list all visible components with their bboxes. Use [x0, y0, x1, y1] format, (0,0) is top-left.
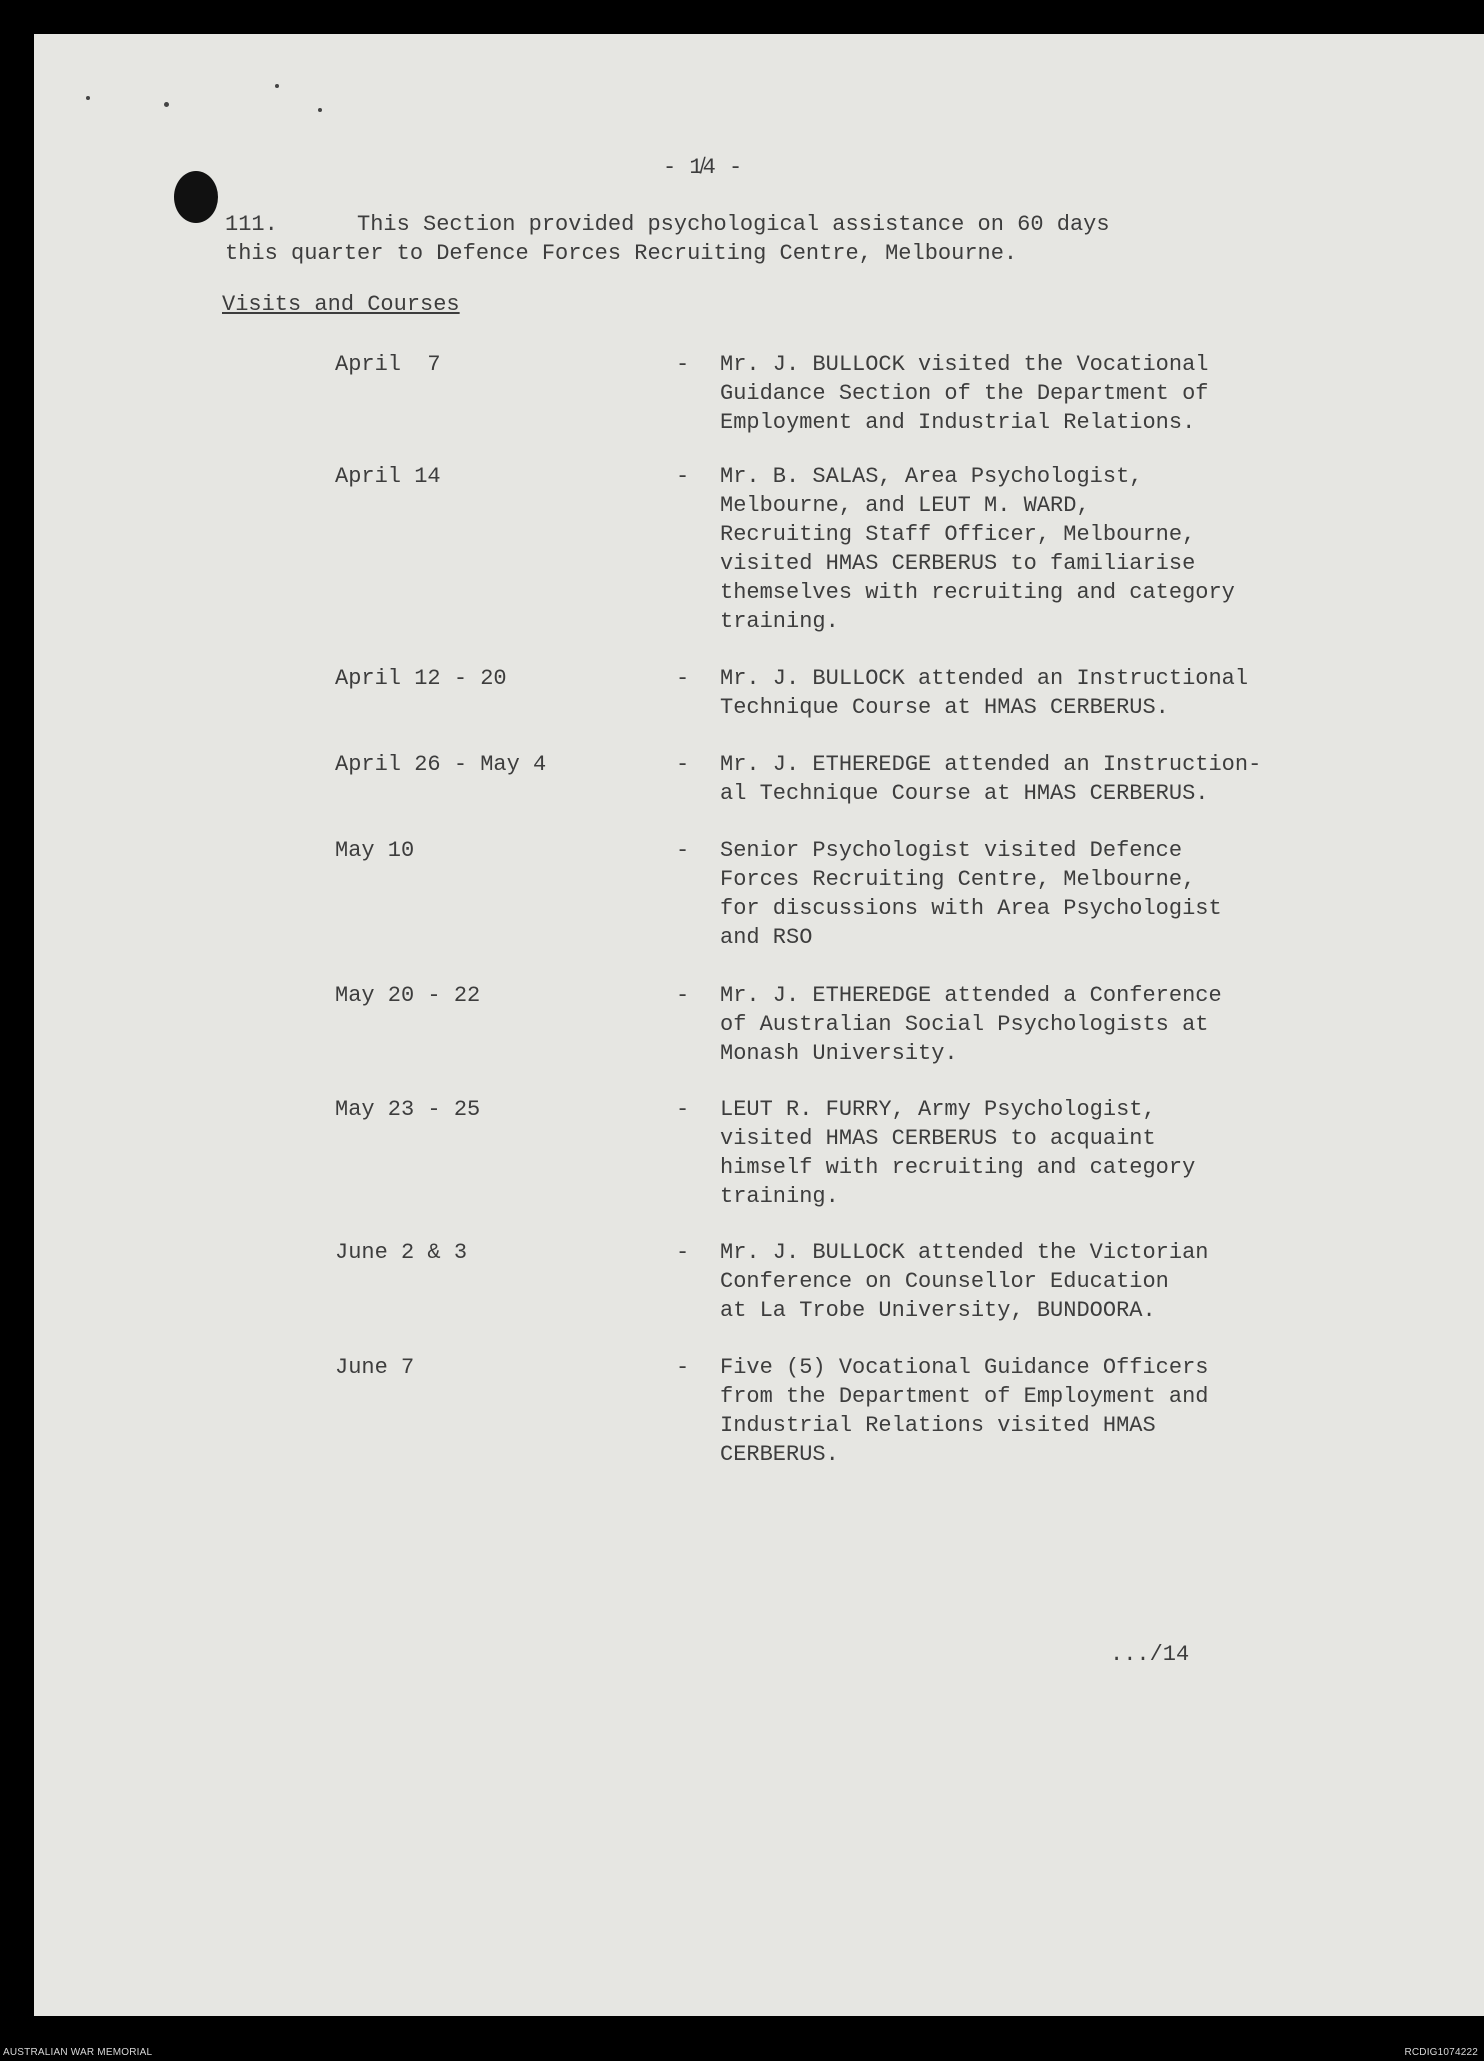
entry-text: LEUT R. FURRY, Army Psychologist, visited HMAS CERBERUS to acquaint himself with recruiting and category training. [720, 1097, 1196, 1209]
entry-dash: - [676, 752, 690, 777]
entry-dash: - [676, 1240, 690, 1265]
entry-date: May 23 - 25 [335, 1097, 481, 1122]
entry-text: Mr. J. ETHEREDGE attended an Instruction- al Technique Course at HMAS CERBERUS. [720, 752, 1262, 806]
speck [164, 102, 169, 107]
entry-dash: - [676, 1355, 690, 1380]
speck [86, 96, 90, 100]
entry-dash: - [676, 464, 690, 489]
footer-id: RCDIG1074222 [1404, 2047, 1478, 2058]
entry-date: April 7 [335, 352, 441, 377]
speck [318, 108, 322, 112]
entry-date: June 2 & 3 [335, 1240, 468, 1265]
intro-paragraph: 111. This Section provided psychological assistance on 60 days this quarter to Defence Forces Recruiting Centre, Melbourne. [225, 212, 1110, 266]
entry-dash: - [676, 352, 690, 377]
entry-date: June 7 [335, 1355, 415, 1380]
entry-date: April 26 - May 4 [335, 752, 547, 777]
entry-text: Mr. J. ETHEREDGE attended a Conference of Australian Social Psychologists at Monash University. [720, 983, 1222, 1066]
entry-date: April 12 - 20 [335, 666, 507, 691]
entry-text: Mr. J. BULLOCK visited the Vocational Guidance Section of the Department of Employment and Industrial Relations. [720, 352, 1209, 435]
entry-text: Mr. J. BULLOCK attended an Instructional Technique Course at HMAS CERBERUS. [720, 666, 1249, 720]
entry-date: May 20 - 22 [335, 983, 481, 1008]
entry-dash: - [676, 666, 690, 691]
punch-hole [174, 171, 218, 223]
entry-date: April 14 [335, 464, 441, 489]
entry-dash: - [676, 1097, 690, 1122]
entry-date: May 10 [335, 838, 415, 863]
entry-dash: - [676, 983, 690, 1008]
entry-text: Five (5) Vocational Guidance Officers from the Department of Employment and Industrial Relations visited HMAS CERBERUS. [720, 1355, 1209, 1467]
footer-source: AUSTRALIAN WAR MEMORIAL [3, 2047, 153, 2058]
section-heading: Visits and Courses [222, 292, 460, 317]
entry-text: Mr. B. SALAS, Area Psychologist, Melbourne, and LEUT M. WARD, Recruiting Staff Officer, Melbourne, visited HMAS CERBERUS to familiarise themselves with recruiting and category training. [720, 464, 1235, 634]
continuation-marker: .../14 [1110, 1642, 1190, 1667]
speck [275, 84, 279, 88]
entry-text: Senior Psychologist visited Defence Forces Recruiting Centre, Melbourne, for discussions with Area Psychologist and RSO [720, 838, 1222, 950]
entry-text: Mr. J. BULLOCK attended the Victorian Conference on Counsellor Education at La Trobe University, BUNDOORA. [720, 1240, 1209, 1323]
page-number: - 1̸4 - [663, 155, 743, 180]
entry-dash: - [676, 838, 690, 863]
